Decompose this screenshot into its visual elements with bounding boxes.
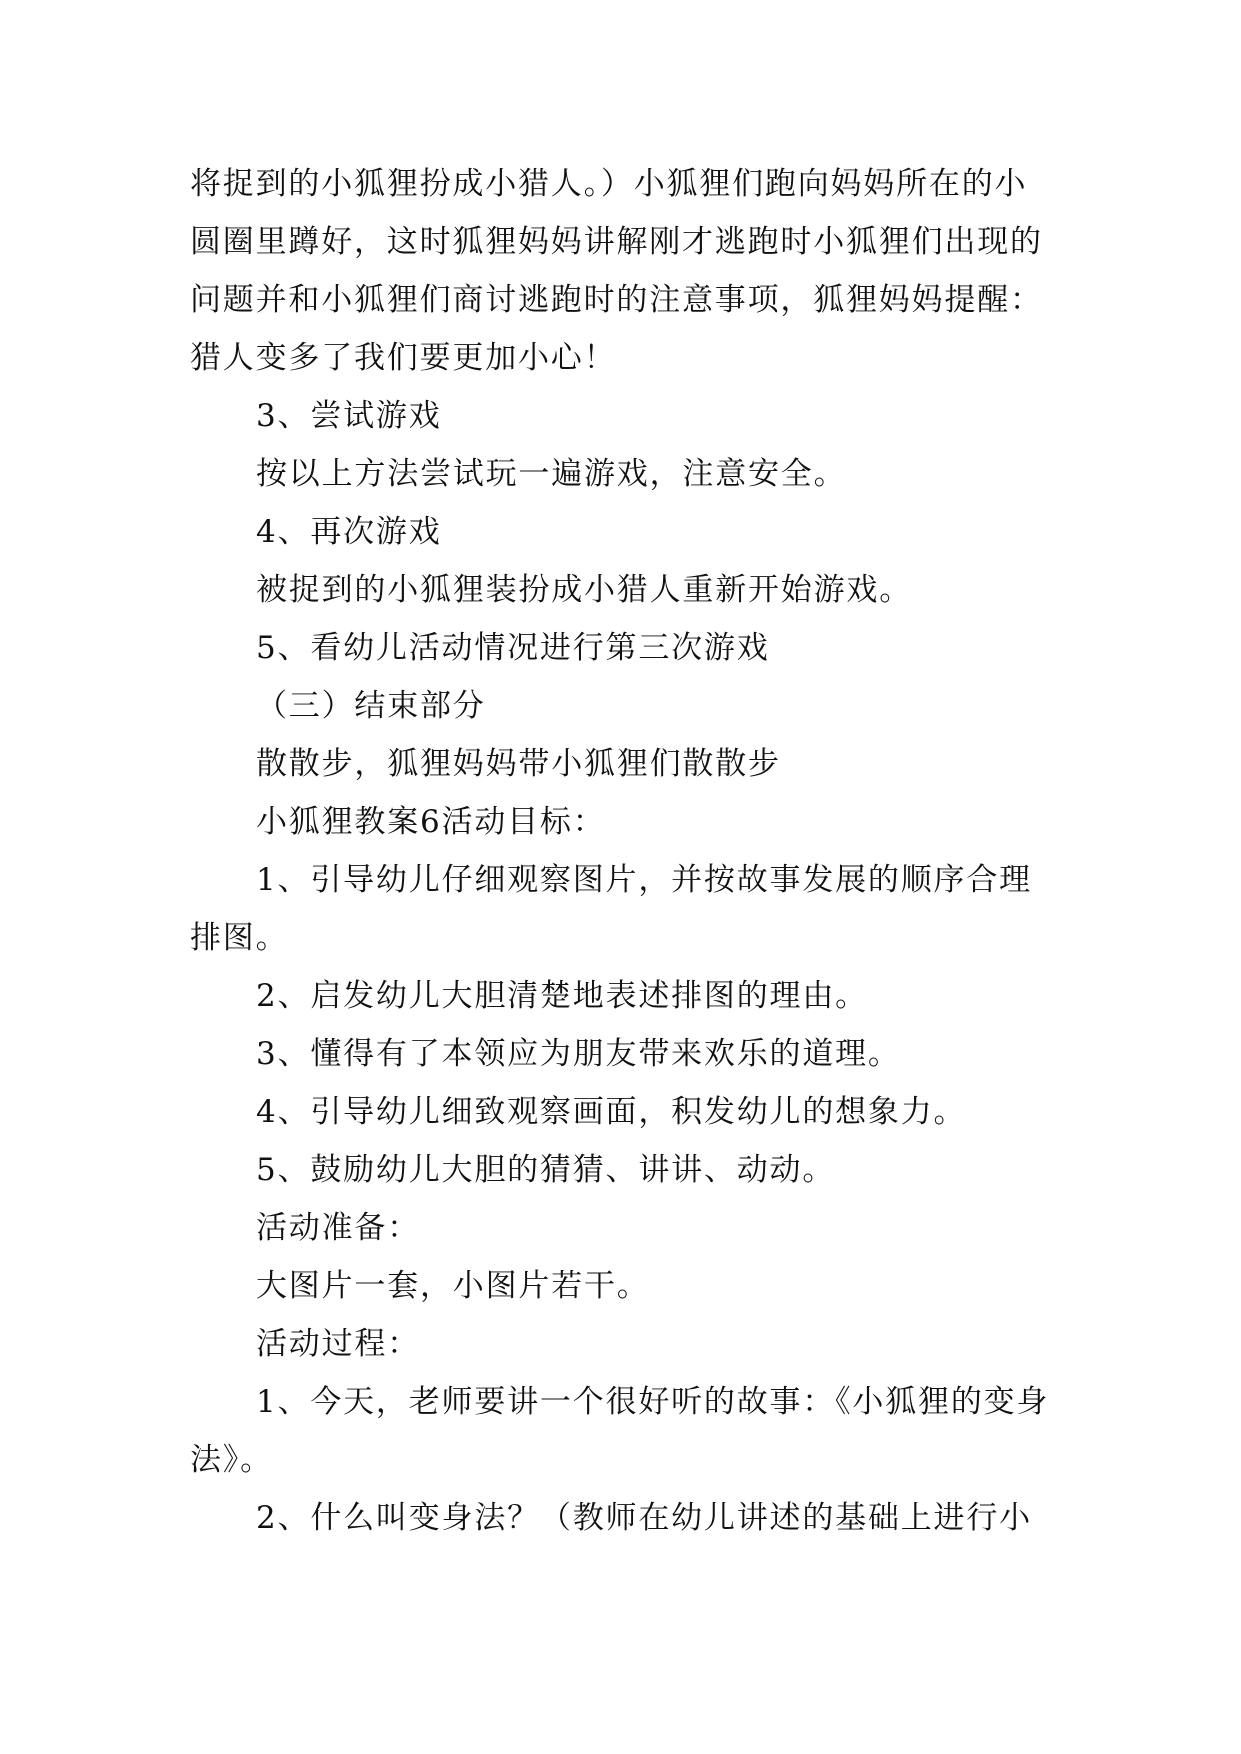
document-page	[190, 155, 1060, 1547]
paragraph-line: 将捉到的小狐狸扮成小猎人。）小狐狸们跑向妈妈所在的小	[190, 166, 1028, 202]
paragraph-line: 大图片一套，小图片若干。	[256, 1268, 650, 1304]
paragraph-line: 被捉到的小狐狸装扮成小猎人重新开始游戏。	[256, 572, 912, 608]
list-item: 4、引导幼儿细致观察画面，积发幼儿的想象力。	[256, 1094, 967, 1130]
section-heading: 4、再次游戏	[256, 514, 442, 550]
paragraph-line: 猎人变多了我们要更加小心！	[190, 340, 617, 376]
paragraph-line: 按以上方法尝试玩一遍游戏，注意安全。	[256, 456, 847, 492]
list-item-continuation: 法》。	[190, 1442, 273, 1478]
paragraph-line: 散散步，狐狸妈妈带小狐狸们散散步	[256, 746, 781, 782]
list-item: 3、懂得有了本领应为朋友带来欢乐的道理。	[256, 1036, 901, 1072]
list-item: 5、鼓励幼儿大胆的猜猜、讲讲、动动。	[256, 1152, 836, 1188]
list-item: 1、引导幼儿仔细观察图片，并按故事发展的顺序合理	[256, 862, 1032, 898]
section-heading: （三）结束部分	[256, 688, 486, 724]
paragraph-line: 问题并和小狐狸们商讨逃跑时的注意事项，狐狸妈妈提醒：	[190, 282, 1043, 318]
section-heading: 5、看幼儿活动情况进行第三次游戏	[256, 630, 770, 666]
section-heading: 小狐狸教案6活动目标：	[256, 804, 606, 840]
list-item: 2、什么叫变身法？（教师在幼儿讲述的基础上进行小	[256, 1500, 1032, 1536]
list-item: 2、启发幼儿大胆清楚地表述排图的理由。	[256, 978, 868, 1014]
section-heading: 活动过程：	[256, 1326, 420, 1362]
section-heading: 3、尝试游戏	[256, 398, 442, 434]
paragraph-line: 圆圈里蹲好，这时狐狸妈妈讲解刚才逃跑时小狐狸们出现的	[190, 224, 1043, 260]
section-heading: 活动准备：	[256, 1210, 420, 1246]
list-item: 1、今天，老师要讲一个很好听的故事：《小狐狸的变身	[256, 1384, 1050, 1420]
list-item-continuation: 排图。	[190, 920, 289, 956]
